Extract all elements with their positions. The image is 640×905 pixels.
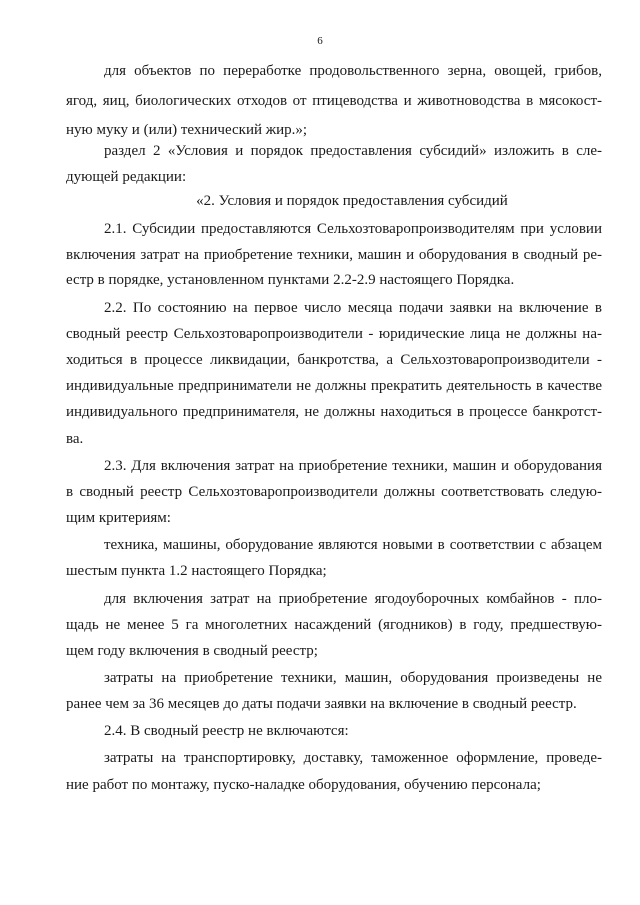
text-line: для объектов по переработке продовольственного зерна, овощей, грибов, [104,63,602,79]
text-line: затраты на приобретение техники, машин, оборудования произведены не [104,670,602,686]
page-number: 6 [317,35,323,47]
text-line: затраты на транспортировку, доставку, таможенное оформление, проведе- [104,750,602,766]
text-line: индивидуальные предприниматели не должны прекратить деятельность в качестве [66,378,602,394]
text-line: индивидуального предпринимателя, не должны находиться в процессе банкротст- [66,404,602,420]
text-line: ягод, яиц, биологических отходов от птицеводства и животноводства в мясокост- [66,93,602,109]
text-line: 2.2. По состоянию на первое число месяца подачи заявки на включение в [104,300,602,316]
text-line: ние работ по монтажу, пуско-наладке оборудования, обучению персонала; [66,777,541,793]
text-line: для включения затрат на приобретение ягодоуборочных комбайнов - пло- [104,591,602,607]
text-line: 2.4. В сводный реестр не включаются: [104,723,349,739]
text-line: ранее чем за 36 месяцев до даты подачи заявки на включение в сводный реестр. [66,696,577,712]
text-line: ва. [66,431,84,447]
text-line: сводный реестр Сельхозтоваропроизводители - юридические лица не должны на- [66,326,602,342]
text-line: щем году включения в сводный реестр; [66,643,318,659]
text-line: раздел 2 «Условия и порядок предоставления субсидий» изложить в сле- [104,143,602,159]
text-line: включения затрат на приобретение техники, машин и оборудования в сводный ре- [66,247,602,263]
text-line: щадь не менее 5 га многолетних насаждений (ягодников) в году, предшествую- [66,617,602,633]
text-line: ходиться в процессе ликвидации, банкротства, а Сельхозтоваропроизводители - [66,352,602,368]
text-line: 2.1. Субсидии предоставляются Сельхозтоваропроизводителям при условии [104,221,602,237]
text-line: шестым пункта 1.2 настоящего Порядка; [66,563,327,579]
text-line: щим критериям: [66,510,171,526]
section-heading: «2. Условия и порядок предоставления субсидий [196,193,508,209]
text-line: дующей редакции: [66,169,187,185]
text-line: техника, машины, оборудование являются новыми в соответствии с абзацем [104,537,602,553]
text-line: в сводный реестр Сельхозтоваропроизводители должны соответствовать следую- [66,484,602,500]
text-line: естр в порядке, установленном пунктами 2.2-2.9 настоящего Порядка. [66,272,515,288]
text-line: ную муку и (или) технический жир.»; [66,122,308,138]
text-line: 2.3. Для включения затрат на приобретение техники, машин и оборудования [104,458,602,474]
